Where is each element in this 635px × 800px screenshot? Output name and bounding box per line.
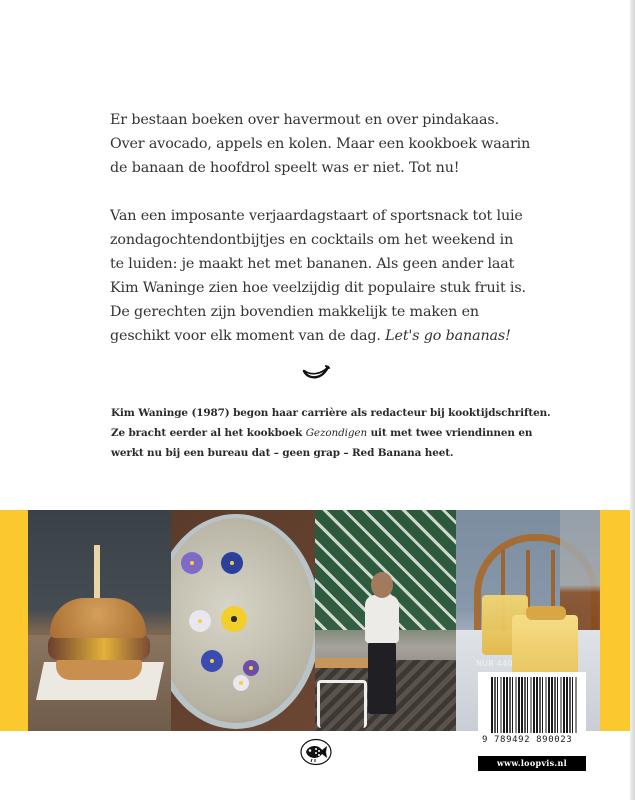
bio-line: werkt nu bij een bureau dat – geen grap – Red Banana heet. <box>111 447 454 459</box>
blurb-line: te luiden: je maakt het met bananen. Als geen ander laat <box>110 256 515 272</box>
bio-text: uit met twee vriendinnen en <box>367 427 533 439</box>
barcode-bars <box>491 677 577 733</box>
blurb-line: Kim Waninge zien hoe veelzijdig dit populaire stuk fruit is. <box>110 280 526 296</box>
bio-line <box>111 423 541 443</box>
bio-line: Kim Waninge (1987) begon haar carrière als redacteur bij kooktijdschriften. <box>111 407 551 419</box>
blurb-text-plain: geschikt voor elk moment van de dag. <box>110 328 386 344</box>
yellow-band-left <box>0 510 28 731</box>
publisher-url: www.loopvis.nl <box>478 756 586 771</box>
nur-code: NUR 440 <box>476 659 513 668</box>
blurb-text <box>110 108 530 348</box>
fish-logo-icon <box>300 738 332 766</box>
yellow-band-right <box>600 510 630 731</box>
author-cafe-photo <box>315 510 456 731</box>
flower-cake-photo <box>171 510 315 731</box>
tagline-italic: Let's go bananas! <box>385 328 511 344</box>
blurb-line: De gerechten zijn bovendien makkelijk te maken en <box>110 304 479 320</box>
blurb-line: Van een imposante verjaardagstaart of sportsnack tot luie <box>110 208 523 224</box>
isbn-number: 9 789492 890023 <box>482 735 573 745</box>
blurb-line: zondagochtendontbijtjes en cocktails om het weekend in <box>110 232 514 248</box>
author-bio <box>111 403 551 463</box>
book-title-italic: Gezondigen <box>305 427 368 439</box>
bio-text: Ze bracht eerder al het kookboek <box>111 427 306 439</box>
burger-photo <box>28 510 171 731</box>
blurb-line: Er bestaan boeken over havermout en over pindakaas. <box>110 112 499 128</box>
blurb-line: de banaan de hoofdrol speelt was er niet. Tot nu! <box>110 160 460 176</box>
banana-icon <box>302 364 330 382</box>
blurb-line-last <box>110 324 530 348</box>
isbn-barcode <box>478 672 586 750</box>
page-edge <box>630 0 635 800</box>
blurb-line: Over avocado, appels en kolen. Maar een kookboek waarin <box>110 136 531 152</box>
